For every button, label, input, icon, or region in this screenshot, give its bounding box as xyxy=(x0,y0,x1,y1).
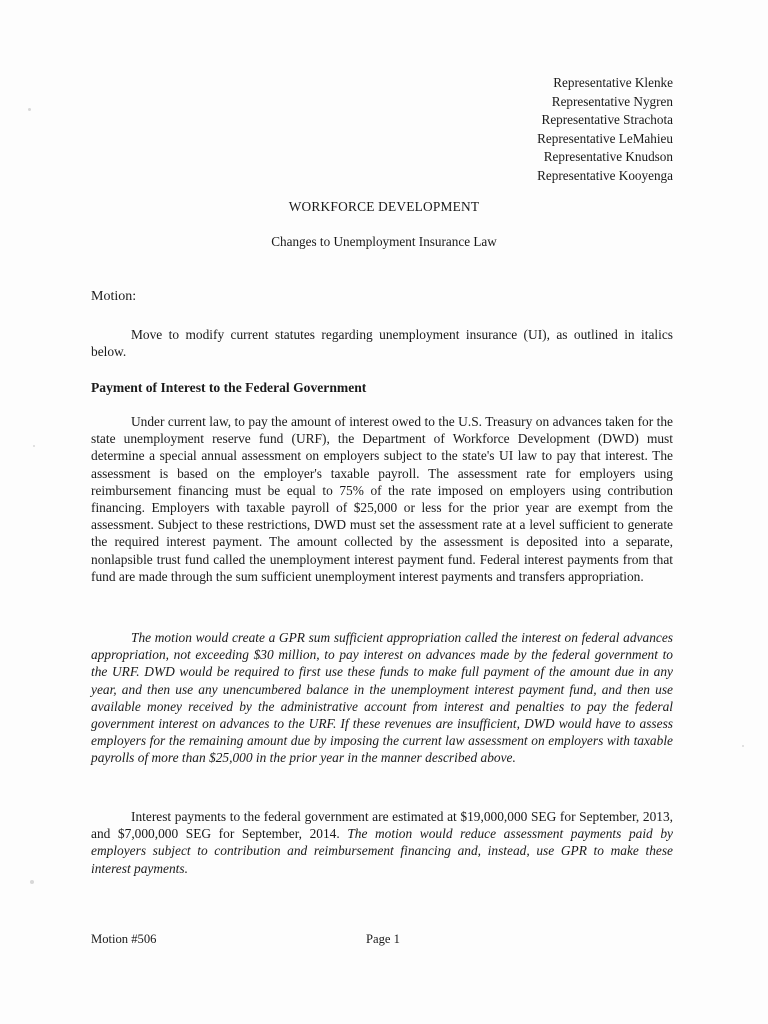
interest-motion-text: The motion would reduce assessment payments paid by employers subject to contribution and reimbursement financing and, instead, use GPR to make these interest payments. xyxy=(91,826,673,876)
department-title: WORKFORCE DEVELOPMENT xyxy=(288,199,480,214)
document-subtitle: Changes to Unemployment Insurance Law xyxy=(271,234,497,249)
scan-speck xyxy=(28,108,31,111)
scan-speck xyxy=(33,445,35,447)
page-number: Page 1 xyxy=(366,932,400,946)
sponsor-name: Representative Kooyenga xyxy=(537,167,673,183)
intro-paragraph: Move to modify current statutes regarding unemployment insurance (UI), as outlined in italics below. xyxy=(91,327,673,360)
scan-speck xyxy=(30,880,34,884)
motion-number: Motion #506 xyxy=(91,932,157,946)
current-law-paragraph: Under current law, to pay the amount of interest owed to the U.S. Treasury on advances taken for the state unemployment reserve fund (URF), the Department of Workforce Development (DWD) must determine a special annual assessment on employers subject to the state's UI law to pay that interest. The assessment is based on the employer's taxable payroll. The assessment rate for employers using reimbursement financing must be equal to 75% of the rate imposed on employers using contribution financing. Employers with taxable payroll of $25,000 or less for the prior year are exempt from the assessment. Subject to these restrictions, DWD must set the assessment rate at a level sufficient to generate the required interest payment. The amount collected by the assessment is deposited into a separate, nonlapsible trust fund called the unemployment interest payment fund. Federal interest payments from that fund are made through the sum sufficient unemployment interest payments and transfers appropriation. xyxy=(91,414,673,584)
sponsor-list xyxy=(537,74,673,186)
motion-paragraph: The motion would create a GPR sum sufficient appropriation called the interest on federal advances appropriation, not exceeding $30 million, to pay interest on advances made by the federal government to the URF. DWD would be required to first use these funds to make full payment of the amount due in any year, and then use any unencumbered balance in the unemployment interest payment fund, and then use available money received by the administrative account from interest and penalties to pay the federal government interest on advances to the URF. If these revenues are insufficient, DWD would have to assess employers for the remaining amount due by imposing the current law assessment on employers with taxable payrolls of more than $25,000 in the prior year in the manner described above. xyxy=(91,630,673,766)
sponsor-name: Representative LeMahieu xyxy=(537,130,673,146)
sponsor-name: Representative Strachota xyxy=(541,112,673,128)
section-heading: Payment of Interest to the Federal Government xyxy=(91,380,367,395)
scan-speck xyxy=(742,745,744,747)
interest-estimate-text: Interest payments to the federal government are estimated at $19,000,000 SEG for September, 2013, and $7,000,000 SEG for September, 2014. xyxy=(91,809,673,842)
sponsor-name: Representative Knudson xyxy=(543,149,673,165)
sponsor-name: Representative Klenke xyxy=(553,75,673,90)
sponsor-name: Representative Nygren xyxy=(551,93,673,109)
interest-paragraph xyxy=(91,808,673,877)
motion-label: Motion: xyxy=(91,289,137,304)
